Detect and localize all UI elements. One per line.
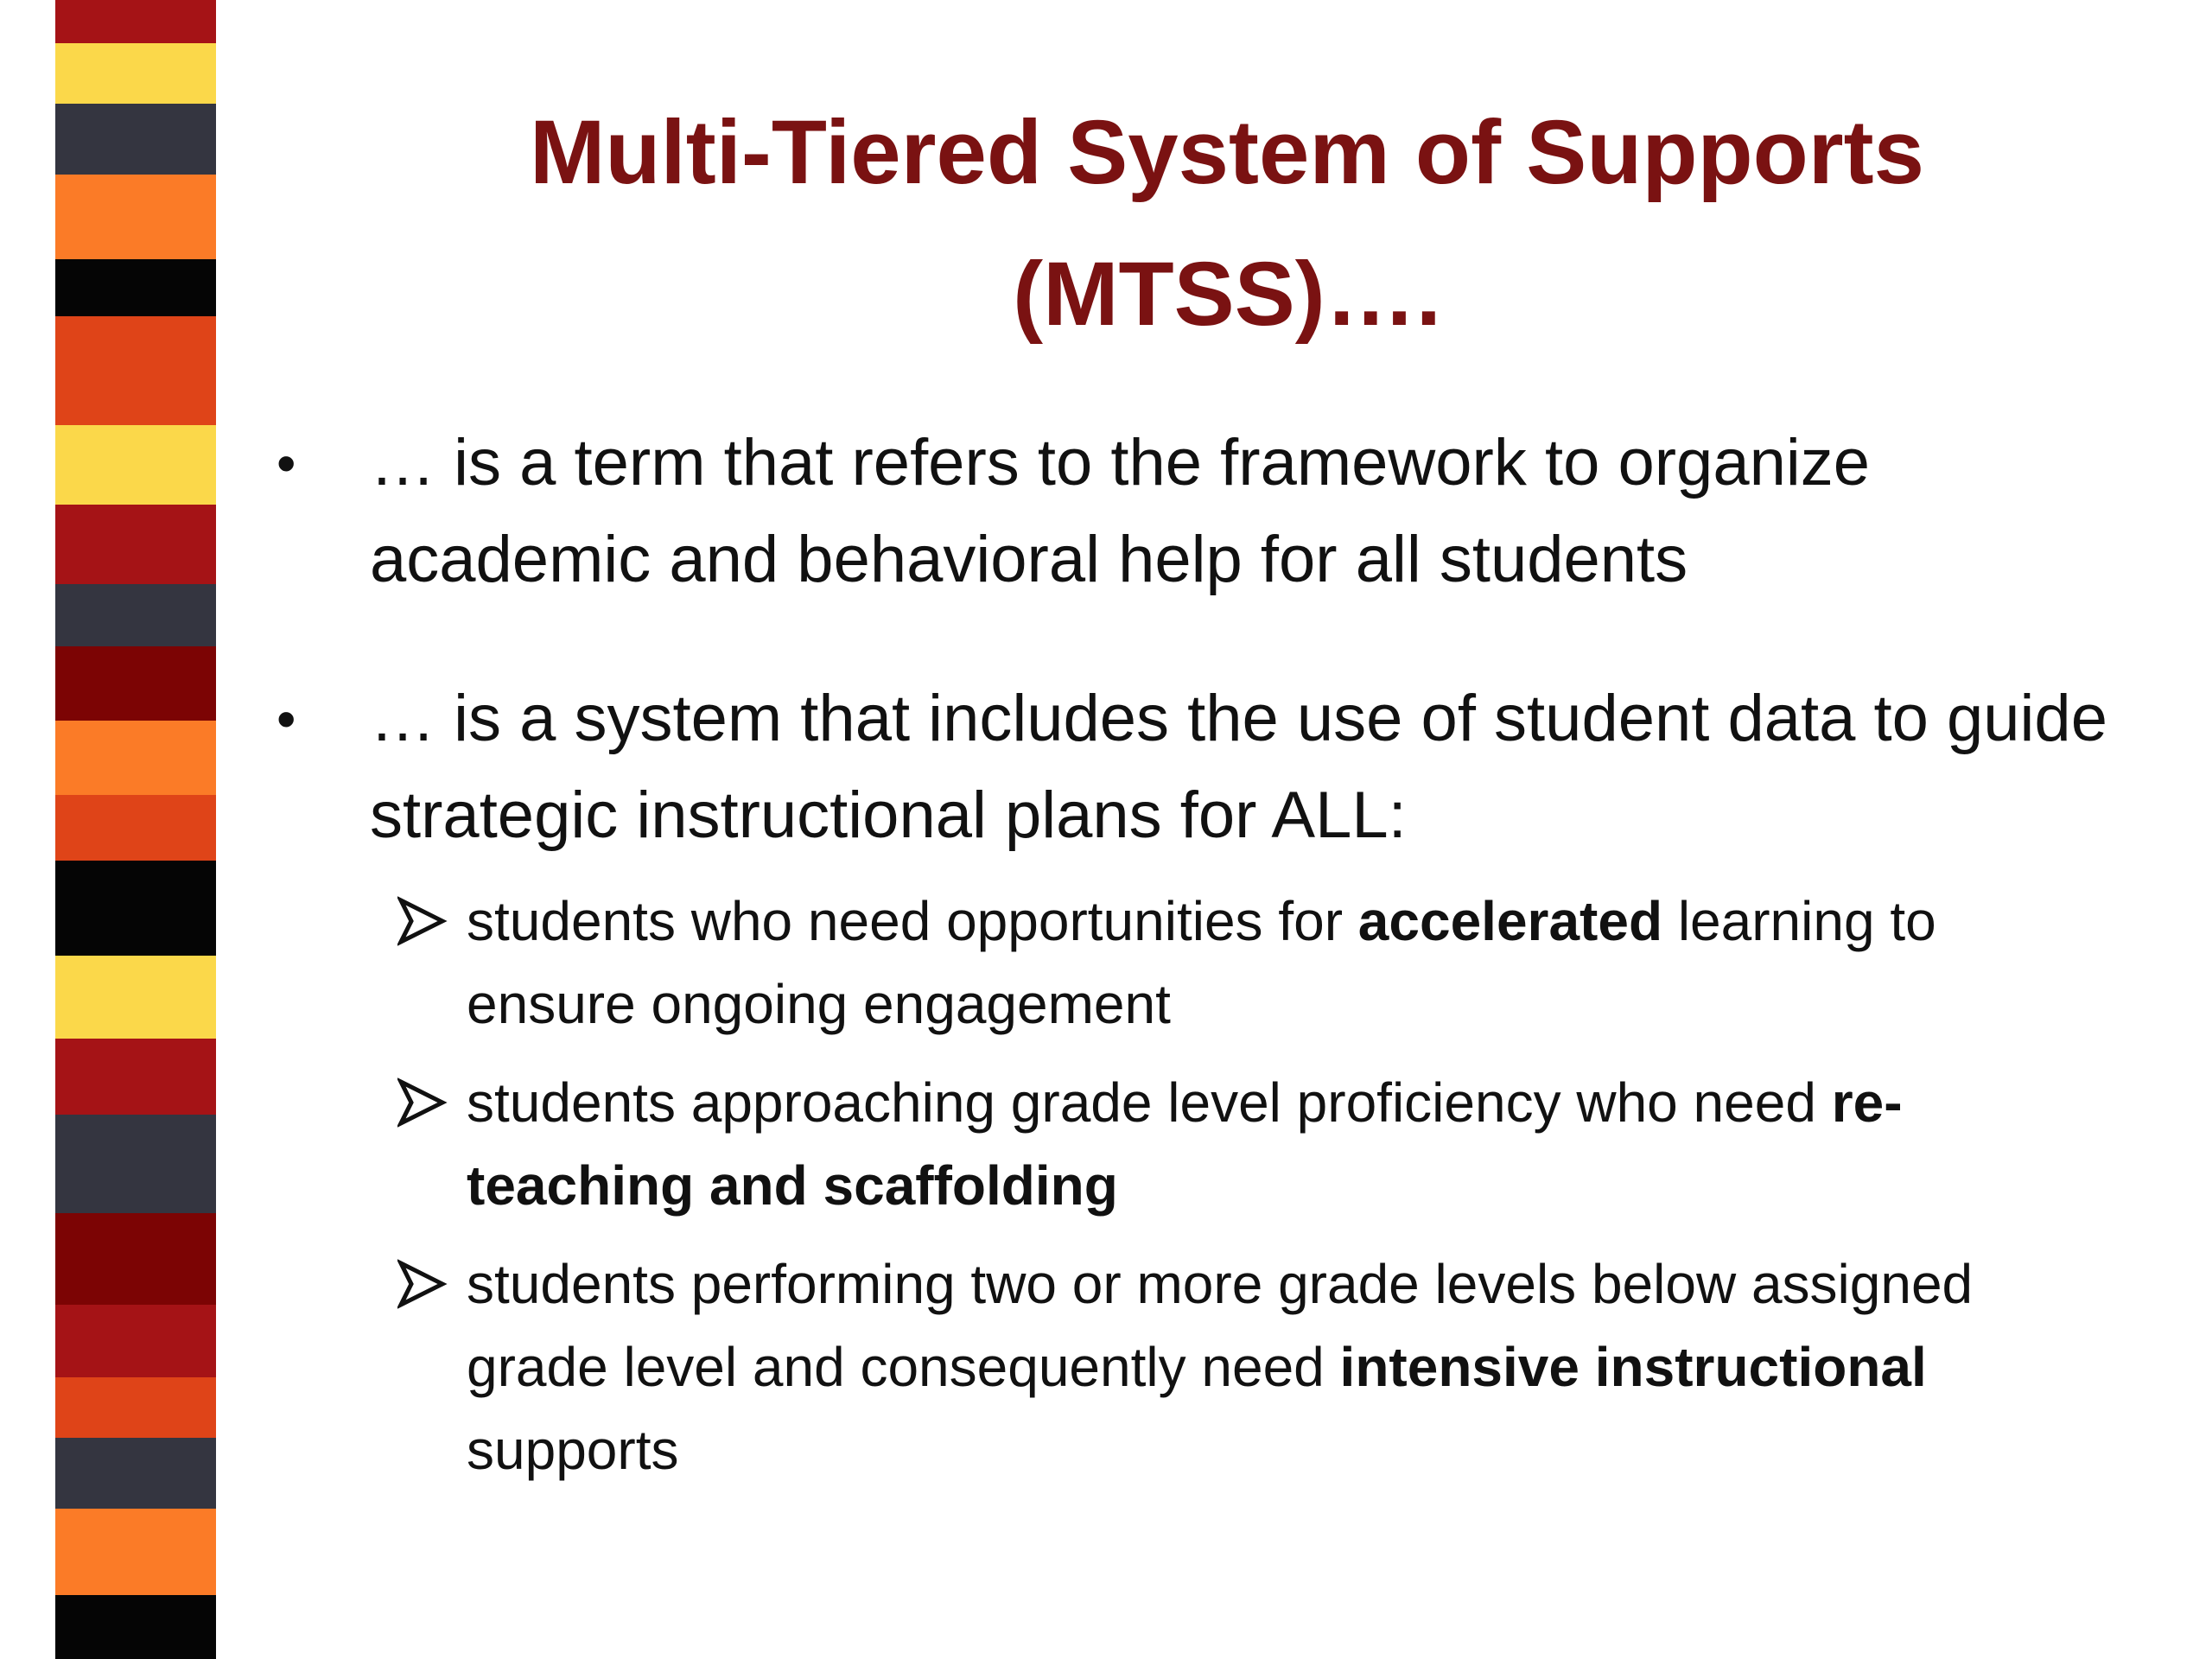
slide-title [363, 82, 2091, 365]
stripe [55, 1213, 216, 1305]
stripe [55, 104, 216, 175]
sub-bullet-text: students who need opportunities for [467, 890, 1358, 952]
sub-bullet-text: students performing two or more grade levels below assigned grade level and consequently need [467, 1253, 1974, 1398]
sub-bullet-bold-text: intensive instructional [1339, 1336, 1927, 1398]
stripe [55, 43, 216, 104]
sub-bullet-bold-text: accelerated [1357, 890, 1663, 952]
slide-title-line-1: Multi-Tiered System of Supports [529, 102, 1925, 203]
bullet-item [276, 671, 2134, 864]
stripe [55, 1438, 216, 1509]
stripe [55, 1115, 216, 1213]
stripe [55, 1039, 216, 1115]
arrowhead-bullet-icon [397, 1068, 448, 1137]
arrowhead-bullet-icon [397, 887, 448, 956]
sub-bullet-item [397, 880, 2108, 1046]
stripe [55, 721, 216, 795]
bullet-dot-icon: • [276, 432, 296, 494]
stripe [55, 1509, 216, 1595]
stripe [55, 646, 216, 721]
sub-bullet-text: students approaching grade level proficiency who need [467, 1071, 1832, 1134]
stripe [55, 1305, 216, 1377]
stripe [55, 259, 216, 316]
bullet-dot-icon: • [276, 688, 296, 750]
stripe [55, 1595, 216, 1659]
stripe [55, 316, 216, 425]
sub-bullet-item [397, 1243, 2108, 1491]
stripe [55, 1377, 216, 1438]
stripe [55, 956, 216, 1039]
bullet-text: … is a term that refers to the framework to organize academic and behavioral help for all students [370, 426, 1871, 596]
decorative-stripe-bar [55, 0, 216, 1659]
sub-bullet-item [397, 1061, 2108, 1227]
bullet-item [276, 415, 2134, 608]
sub-bullet-text: supports [467, 1419, 679, 1481]
stripe [55, 425, 216, 505]
stripe [55, 795, 216, 861]
sub-bullet-bold-text: re-teaching and scaffolding [467, 1071, 1903, 1217]
stripe [55, 505, 216, 584]
bullet-list [276, 415, 2134, 926]
slide-title-line-2: (MTSS)…. [1013, 244, 1441, 345]
bullet-text: … is a system that includes the use of student data to guide strategic instructional plans for ALL: [370, 682, 2107, 852]
arrowhead-bullet-icon [397, 1249, 448, 1319]
stripe [55, 0, 216, 43]
stripe [55, 861, 216, 956]
stripe [55, 175, 216, 259]
sub-bullet-list [397, 880, 2108, 1507]
stripe [55, 584, 216, 646]
sub-bullet-text: learning to ensure ongoing engagement [467, 890, 1936, 1035]
